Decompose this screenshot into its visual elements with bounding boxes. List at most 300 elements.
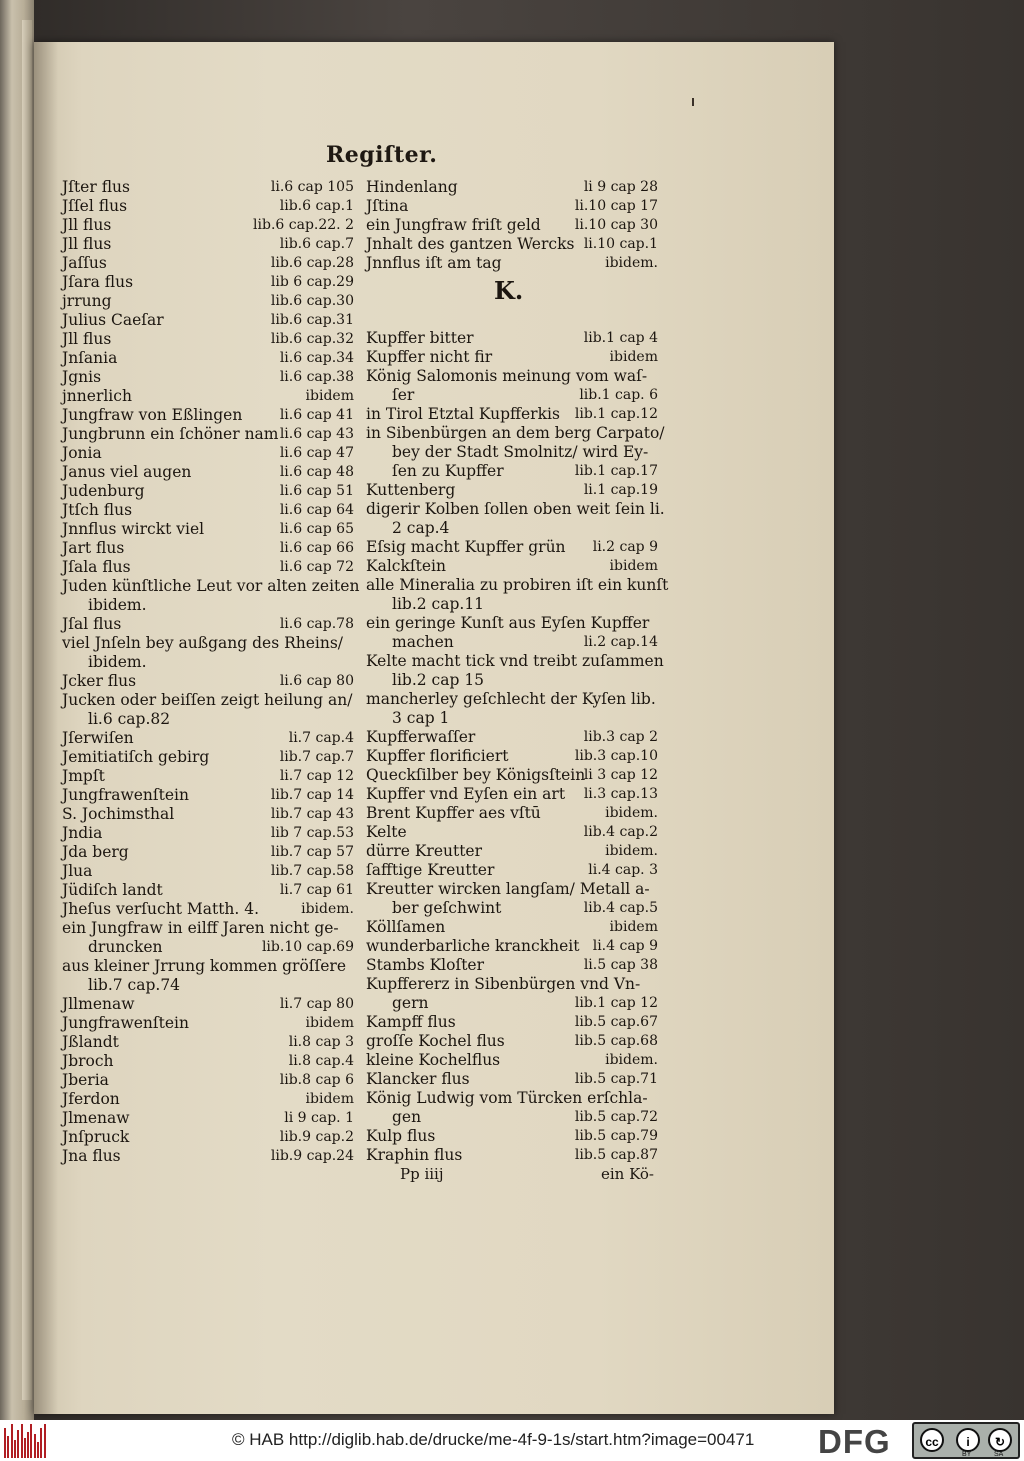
index-entry	[366, 1051, 658, 1070]
entry-term: Jnhalt des gantzen Wercks	[366, 235, 575, 253]
index-entry	[62, 615, 354, 634]
entry-term: Jnnflus iſt am tag	[366, 254, 502, 272]
index-entry	[62, 1128, 354, 1147]
index-entry	[62, 330, 354, 349]
entry-term: Judenburg	[62, 482, 145, 500]
entry-term: Jlmenaw	[62, 1109, 130, 1127]
entry-term: Brent Kupffer aes vſtū	[366, 804, 541, 822]
index-entry	[366, 918, 658, 937]
entry-term: Kalckſtein	[366, 557, 446, 575]
entry-term: ein Jungfraw in eilff Jaren nicht ge-	[62, 919, 339, 937]
cc-by-label: BY	[962, 1451, 972, 1458]
entry-term: Jſtina	[366, 197, 409, 215]
index-entry	[62, 900, 354, 919]
index-entry	[366, 1013, 658, 1032]
index-entry	[366, 1032, 658, 1051]
entry-term: Jemitiatiſch gebirg	[62, 748, 210, 766]
entry-term: Jungbrunn ein ſchöner nam	[62, 425, 279, 443]
index-entry	[366, 861, 658, 880]
entry-term: Jßlandt	[62, 1033, 119, 1051]
index-entry	[366, 747, 658, 766]
entry-term: K.	[494, 276, 524, 305]
index-entry	[62, 729, 354, 748]
index-entry	[366, 443, 658, 462]
entry-term: Jgnis	[62, 368, 102, 386]
index-entry	[62, 539, 354, 558]
entry-reference: lib.6 cap.1	[279, 198, 354, 214]
entry-term: 2 cap.4	[392, 519, 450, 537]
entry-term: Jucken oder beiſſen zeigt heilung an/	[62, 691, 353, 709]
entry-reference: ibidem	[305, 1015, 354, 1031]
entry-term: Kreutter wircken langſam/ Metall a-	[366, 880, 650, 898]
entry-reference: ibidem.	[605, 255, 658, 271]
entry-term: Jnſania	[62, 349, 118, 367]
entry-term: Jll flus	[62, 216, 112, 234]
entry-reference: lib.7 cap.58	[270, 863, 354, 879]
index-entry	[366, 462, 658, 481]
index-entry	[62, 501, 354, 520]
cc-license-badge[interactable]	[912, 1422, 1020, 1459]
entry-reference: li.4 cap. 3	[588, 862, 658, 878]
entry-term: König Ludwig vom Türcken erſchla-	[366, 1089, 648, 1107]
index-entry	[366, 804, 658, 823]
entry-term: Jda berg	[62, 843, 129, 861]
entry-reference: li.10 cap 17	[574, 198, 658, 214]
by-icon: i	[956, 1428, 980, 1452]
index-entry	[366, 994, 658, 1013]
index-entry	[366, 254, 658, 273]
index-entry	[366, 1146, 658, 1165]
entry-reference: li.8 cap 3	[288, 1034, 354, 1050]
entry-term: Jna flus	[62, 1147, 121, 1165]
entry-term: ibidem.	[88, 653, 147, 671]
entry-term: ibidem.	[88, 596, 147, 614]
entry-term: wunderbarliche kranckheit	[366, 937, 580, 955]
index-entry	[62, 387, 354, 406]
index-entry	[62, 786, 354, 805]
index-entry	[366, 367, 658, 386]
index-entry	[366, 728, 658, 747]
entry-term: Kuttenberg	[366, 481, 456, 499]
entry-reference: li.6 cap 51	[279, 483, 354, 499]
entry-reference: lib.4 cap.5	[583, 900, 658, 916]
index-entry	[62, 634, 354, 653]
entry-reference: ibidem	[609, 558, 658, 574]
index-entry	[366, 557, 658, 576]
entry-reference: ibidem	[305, 1091, 354, 1107]
entry-term: Juden künſtliche Leut vor alten zeiten	[62, 577, 360, 595]
top-mark	[692, 98, 694, 106]
entry-reference: lib.9 cap.24	[270, 1148, 354, 1164]
index-column-left	[62, 178, 360, 1166]
index-entry	[62, 178, 354, 197]
index-entry	[62, 596, 354, 615]
index-entry	[366, 1127, 658, 1146]
entry-reference: lib.7 cap 43	[270, 806, 354, 822]
entry-term: ſafftige Kreutter	[366, 861, 495, 879]
entry-term: Jſal flus	[62, 615, 122, 633]
index-entry	[62, 311, 354, 330]
entry-reference: li.8 cap.4	[288, 1053, 354, 1069]
entry-reference: li.7 cap 80	[279, 996, 354, 1012]
entry-reference: li.6 cap 72	[279, 559, 354, 575]
index-entry	[366, 823, 658, 842]
entry-reference: lib.1 cap 12	[574, 995, 658, 1011]
entry-reference: lib.5 cap.72	[574, 1109, 658, 1125]
entry-term: ein geringe Kunſt aus Eyſen Kupffer	[366, 614, 650, 632]
entry-reference: li.6 cap 65	[279, 521, 354, 537]
entry-reference: ibidem	[609, 919, 658, 935]
entry-reference: ibidem	[305, 388, 354, 404]
entry-term: Eſsig macht Kupffer grün	[366, 538, 566, 556]
entry-term: Jberia	[62, 1071, 109, 1089]
entry-term: Kupffer florificiert	[366, 747, 509, 765]
entry-reference: li.6 cap 41	[279, 407, 354, 423]
entry-term: Kupffer nicht fir	[366, 348, 493, 366]
index-entry	[62, 976, 354, 995]
index-entry	[62, 653, 354, 672]
entry-reference: lib.6 cap.28	[270, 255, 354, 271]
entry-reference: li.2 cap.14	[583, 634, 658, 650]
entry-reference: li.6 cap 64	[279, 502, 354, 518]
entry-term: Jbroch	[62, 1052, 114, 1070]
index-entry	[62, 767, 354, 786]
entry-term: Jüdiſch landt	[62, 881, 163, 899]
index-entry	[62, 292, 354, 311]
entry-reference: lib.3 cap 2	[583, 729, 658, 745]
entry-term: Kelte	[366, 823, 407, 841]
entry-reference: lib.5 cap.79	[574, 1128, 658, 1144]
index-entry	[62, 463, 354, 482]
entry-reference: lib.6 cap.30	[270, 293, 354, 309]
index-entry	[62, 1033, 354, 1052]
index-entry	[62, 349, 354, 368]
index-entry	[62, 691, 354, 710]
hab-logo-icon[interactable]	[4, 1424, 48, 1458]
entry-term: kleine Kochelflus	[366, 1051, 501, 1069]
index-entry	[366, 671, 658, 690]
index-entry	[62, 235, 354, 254]
entry-term: König Salomonis meinung vom waſ-	[366, 367, 648, 385]
entry-term: S. Jochimsthal	[62, 805, 175, 823]
index-entry	[62, 919, 354, 938]
index-entry	[366, 956, 658, 975]
index-entry	[366, 481, 658, 500]
index-entry	[366, 766, 658, 785]
index-entry	[366, 899, 658, 918]
entry-term: Kupfferwaſſer	[366, 728, 476, 746]
entry-term: Jungfrawenſtein	[62, 786, 189, 804]
entry-term: ſer	[392, 386, 415, 404]
entry-term: dürre Kreutter	[366, 842, 483, 860]
entry-term: digerir Kolben ſollen oben weit ſein li.	[366, 500, 665, 518]
entry-reference: li.6 cap 43	[279, 426, 354, 442]
entry-reference: lib.6 cap.7	[279, 236, 354, 252]
entry-term: jrrung	[62, 292, 112, 310]
entry-term: Jnnflus wirckt viel	[62, 520, 205, 538]
entry-term: Jll flus	[62, 330, 112, 348]
entry-reference: lib.9 cap.2	[279, 1129, 354, 1145]
section-letter	[366, 273, 658, 329]
entry-reference: lib.7 cap.7	[279, 749, 354, 765]
entry-reference: ibidem	[609, 349, 658, 365]
entry-term: in Sibenbürgen an dem berg Carpato/	[366, 424, 665, 442]
index-entry	[366, 785, 658, 804]
index-entry	[366, 690, 658, 709]
index-entry	[366, 975, 658, 994]
entry-term: Jcker flus	[62, 672, 137, 690]
index-entry	[366, 329, 658, 348]
catchword: ein Kö-	[600, 1165, 654, 1183]
entry-reference: lib 6 cap.29	[270, 274, 354, 290]
entry-reference: lib.8 cap 6	[279, 1072, 354, 1088]
entry-term: Jlua	[62, 862, 93, 880]
index-entry	[62, 881, 354, 900]
index-entry	[62, 520, 354, 539]
entry-reference: lib.4 cap.2	[583, 824, 658, 840]
index-entry	[366, 178, 658, 197]
entry-term: Kupffer bitter	[366, 329, 474, 347]
index-entry	[62, 577, 360, 596]
entry-reference: lib.1 cap 4	[583, 330, 658, 346]
entry-reference: ibidem.	[605, 1052, 658, 1068]
viewer-banner	[0, 1420, 1024, 1461]
entry-reference: lib.5 cap.67	[574, 1014, 658, 1030]
entry-term: Jſala flus	[62, 558, 131, 576]
entry-reference: li 9 cap 28	[583, 179, 658, 195]
entry-term: lib.7 cap.74	[88, 976, 181, 994]
entry-reference: lib.7 cap 14	[270, 787, 354, 803]
entry-term: Jferdon	[62, 1090, 120, 1108]
index-entry	[62, 938, 354, 957]
entry-reference: lib.10 cap.69	[261, 939, 354, 955]
entry-reference: li 3 cap 12	[583, 767, 658, 783]
entry-term: Jmpſt	[62, 767, 105, 785]
index-entry	[366, 386, 658, 405]
index-entry	[62, 710, 354, 729]
entry-term: Klancker flus	[366, 1070, 470, 1088]
entry-term: machen	[392, 633, 454, 651]
entry-term: druncken	[88, 938, 163, 956]
index-column-right	[366, 178, 669, 1183]
entry-reference: lib.6 cap.22. 2	[253, 217, 354, 233]
entry-term: Jungfraw von Eßlingen	[62, 406, 243, 424]
facing-page-fold	[22, 20, 32, 1400]
dfg-logo[interactable]: DFG	[818, 1423, 891, 1460]
index-entry	[62, 197, 354, 216]
entry-reference: li.2 cap 9	[592, 539, 658, 555]
entry-term: Kupffererz in Sibenbürgen vnd Vn-	[366, 975, 641, 993]
index-entry	[366, 1089, 658, 1108]
entry-term: Stambs Kloſter	[366, 956, 485, 974]
index-entry	[62, 862, 354, 881]
entry-term: Jaſſus	[62, 254, 107, 272]
entry-reference: li 9 cap. 1	[284, 1110, 354, 1126]
entry-reference: lib.5 cap.71	[574, 1071, 658, 1087]
entry-term: Jſſel flus	[62, 197, 128, 215]
entry-term: Janus viel augen	[62, 463, 192, 481]
entry-term: gern	[392, 994, 429, 1012]
entry-reference: lib.5 cap.68	[574, 1033, 658, 1049]
entry-term: Kraphin flus	[366, 1146, 463, 1164]
cc-sa-label: SA	[994, 1451, 1004, 1458]
index-entry	[62, 482, 354, 501]
entry-reference: lib.6 cap.31	[270, 312, 354, 328]
entry-term: mancherley geſchlecht der Kyſen lib.	[366, 690, 656, 708]
index-entry	[366, 405, 658, 424]
index-entry	[62, 957, 354, 976]
index-entry	[366, 197, 658, 216]
index-entry	[62, 444, 354, 463]
index-entry	[62, 254, 354, 273]
index-entry	[62, 425, 354, 444]
entry-reference: lib.5 cap.87	[574, 1147, 658, 1163]
entry-term: groſſe Kochel flus	[366, 1032, 505, 1050]
index-entry	[366, 576, 669, 595]
entry-term: Jtſch flus	[62, 501, 133, 519]
index-entry	[62, 216, 354, 235]
entry-term: Kupffer vnd Eyſen ein art	[366, 785, 566, 803]
entry-term: Jſerwiſen	[62, 729, 134, 747]
entry-term: Köllſamen	[366, 918, 446, 936]
entry-term: Hindenlang	[366, 178, 458, 196]
index-entry	[62, 824, 354, 843]
entry-term: Jheſus verſucht Matth. 4.	[62, 900, 260, 918]
index-entry	[366, 216, 658, 235]
index-entry	[366, 348, 658, 367]
entry-term: ber geſchwint	[392, 899, 502, 917]
index-entry	[366, 519, 658, 538]
entry-reference: li.6 cap.38	[279, 369, 354, 385]
index-entry	[366, 709, 658, 728]
entry-term: bey der Stadt Smolnitz/ wird Ey-	[392, 443, 649, 461]
page-gutter-shadow	[34, 42, 58, 1414]
index-entry	[366, 633, 658, 652]
share-alike-icon: ↻	[988, 1428, 1012, 1452]
index-entry	[366, 880, 658, 899]
index-entry	[366, 937, 658, 956]
entry-reference: ibidem.	[301, 901, 354, 917]
entry-reference: lib.3 cap.10	[574, 748, 658, 764]
entry-term: in Tirol Etztal Kupfferkis	[366, 405, 560, 423]
entry-term: Kampff flus	[366, 1013, 456, 1031]
entry-term: gen	[392, 1108, 422, 1126]
entry-term: aus kleiner Jrrung kommen gröſſere	[62, 957, 347, 975]
index-entry	[366, 1070, 658, 1089]
entry-term: Jart flus	[62, 539, 125, 557]
entry-reference: lib.6 cap.32	[270, 331, 354, 347]
entry-term: alle Mineralia zu probiren iſt ein kunſt	[366, 576, 669, 594]
index-entry	[62, 1052, 354, 1071]
entry-term: Jonia	[62, 444, 102, 462]
entry-reference: li.6 cap 48	[279, 464, 354, 480]
index-entry	[366, 614, 658, 633]
index-entry	[366, 235, 658, 254]
index-entry	[62, 1090, 354, 1109]
entry-reference: li.6 cap 105	[270, 179, 354, 195]
entry-reference: li.10 cap.1	[583, 236, 658, 252]
index-entry	[62, 406, 354, 425]
index-entry	[62, 558, 354, 577]
entry-term: Jungfrawenſtein	[62, 1014, 189, 1032]
entry-term: Jll flus	[62, 235, 112, 253]
index-entry	[62, 672, 354, 691]
entry-reference: li.6 cap.78	[279, 616, 354, 632]
entry-term: Kelte macht tick vnd treibt zuſammen	[366, 652, 664, 670]
entry-term: Jllmenaw	[62, 995, 135, 1013]
entry-reference: li.3 cap.13	[583, 786, 658, 802]
index-entry	[62, 1109, 354, 1128]
entry-term: jnnerlich	[62, 387, 132, 405]
entry-term: li.6 cap.82	[88, 710, 171, 728]
entry-term: viel Jnſeln bey außgang des Rheins/	[62, 634, 344, 652]
index-entry	[366, 424, 665, 443]
index-entry	[62, 368, 354, 387]
entry-term: Jndia	[62, 824, 103, 842]
entry-reference: lib.7 cap 57	[270, 844, 354, 860]
copyright-link[interactable]: © HAB http://diglib.hab.de/drucke/me-4f-9-1s/start.htm?image=00471	[232, 1430, 755, 1449]
entry-reference: li.7 cap 12	[279, 768, 354, 784]
entry-term: Jnſpruck	[62, 1128, 130, 1146]
entry-reference: li.6 cap.34	[279, 350, 354, 366]
entry-reference: li.7 cap.4	[288, 730, 354, 746]
entry-reference: li.6 cap 66	[279, 540, 354, 556]
entry-reference: li.7 cap 61	[279, 882, 354, 898]
entry-reference: lib.1 cap.17	[574, 463, 658, 479]
entry-term: lib.2 cap.11	[392, 595, 485, 613]
entry-reference: ibidem.	[605, 805, 658, 821]
entry-term: Queckſilber bey Königsſtein	[366, 766, 586, 784]
page-title: Regiſter.	[326, 142, 438, 168]
page-footer	[366, 1165, 658, 1187]
index-entry	[366, 1108, 658, 1127]
entry-term: Jſter flus	[62, 178, 130, 196]
index-entry	[366, 652, 664, 671]
entry-term: lib.2 cap 15	[392, 671, 485, 689]
index-entry	[62, 1014, 354, 1033]
entry-reference: li.4 cap 9	[592, 938, 658, 954]
index-entry	[366, 538, 658, 557]
index-entry	[62, 995, 354, 1014]
entry-term: 3 cap 1	[392, 709, 450, 727]
index-entry	[62, 748, 354, 767]
entry-reference: li.6 cap 47	[279, 445, 354, 461]
index-entry	[62, 273, 354, 292]
entry-term: Jſara flus	[62, 273, 134, 291]
entry-reference: ibidem.	[605, 843, 658, 859]
entry-reference: li.10 cap 30	[574, 217, 658, 233]
index-entry	[62, 1071, 354, 1090]
entry-term: Julius Caeſar	[62, 311, 164, 329]
index-entry	[62, 843, 354, 862]
entry-reference: lib.1 cap.12	[574, 406, 658, 422]
index-entry	[366, 595, 658, 614]
index-entry	[62, 805, 354, 824]
entry-term: ein Jungfraw friſt geld	[366, 216, 541, 234]
entry-term: Kulp flus	[366, 1127, 436, 1145]
index-entry	[366, 842, 658, 861]
entry-reference: li.1 cap.19	[583, 482, 658, 498]
cc-icon: cc	[920, 1428, 944, 1452]
entry-reference: li.5 cap 38	[583, 957, 658, 973]
entry-reference: lib.1 cap. 6	[579, 387, 658, 403]
entry-term: ſen zu Kupffer	[392, 462, 504, 480]
index-entry	[62, 1147, 354, 1166]
signature-mark: Pp iiij	[400, 1165, 444, 1183]
index-entry	[366, 500, 665, 519]
entry-reference: lib 7 cap.53	[270, 825, 354, 841]
entry-reference: li.6 cap 80	[279, 673, 354, 689]
